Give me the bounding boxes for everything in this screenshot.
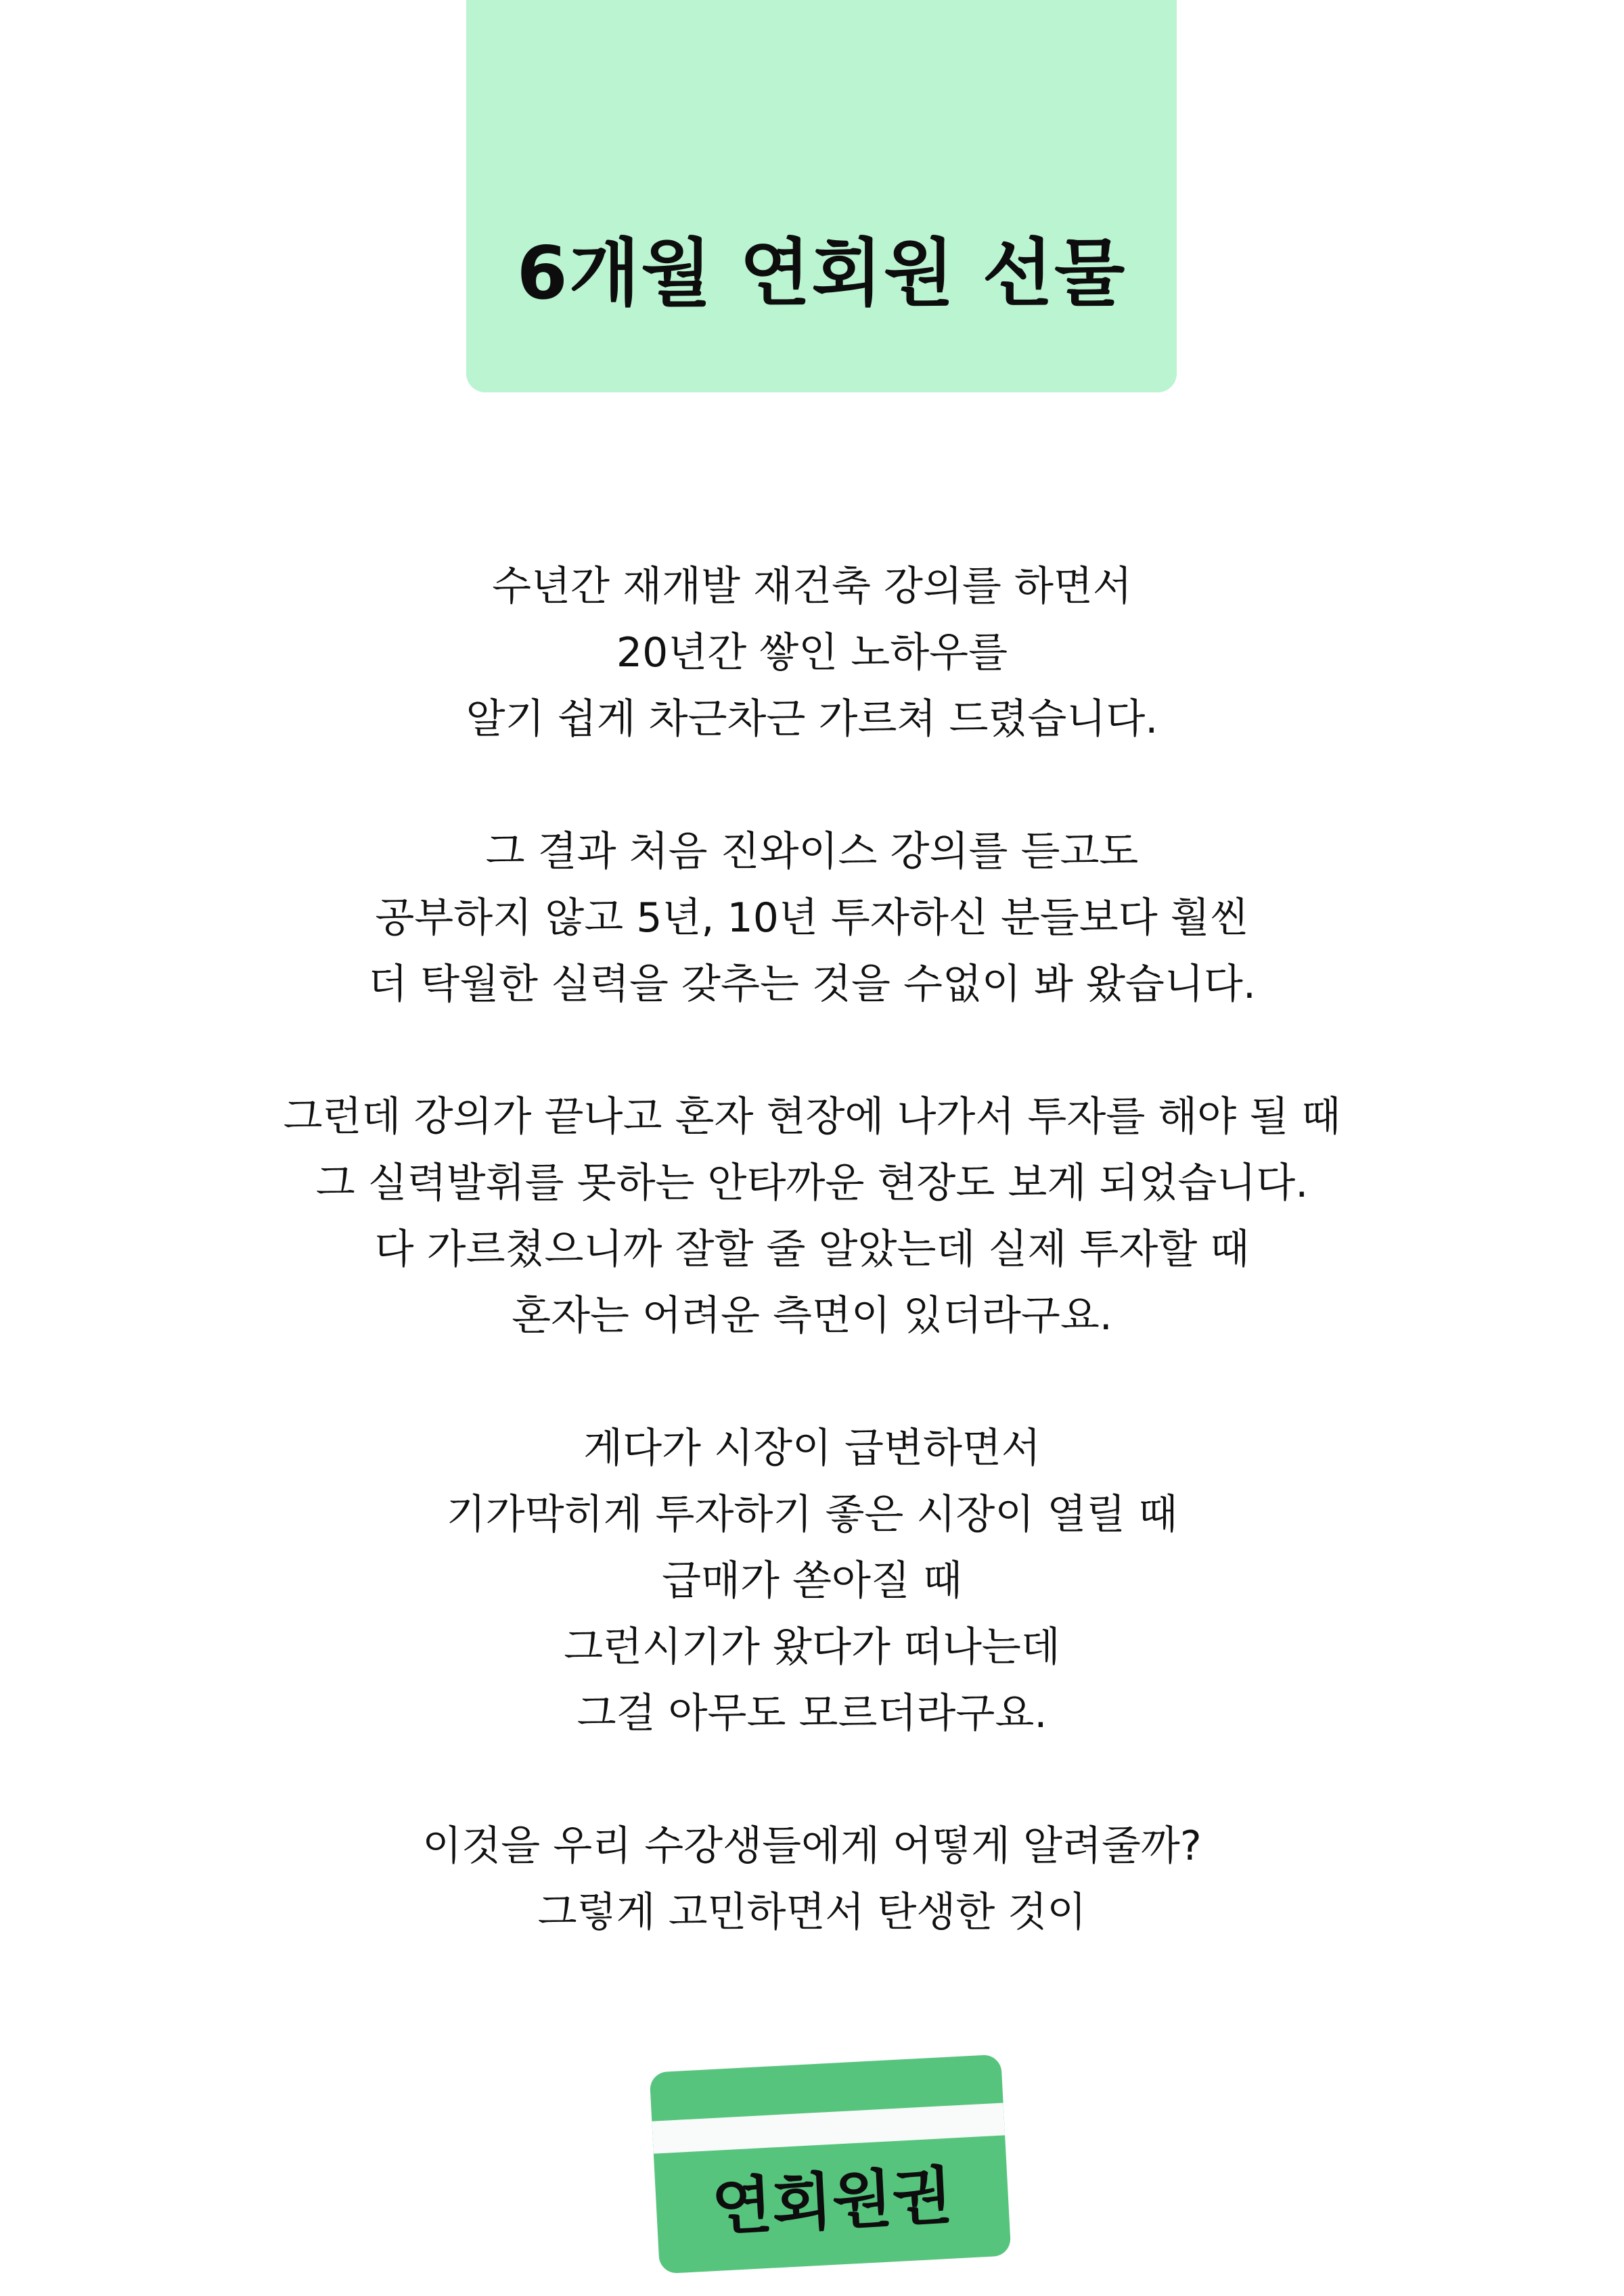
text-line: 알기 쉽게 차근차근 가르쳐 드렸습니다. (466, 695, 1158, 743)
page-title: 6개월 연회원 선물 (516, 231, 1127, 316)
title-banner (466, 0, 1177, 392)
paragraph-1 (135, 553, 1489, 752)
text-line: 그 결과 처음 진와이스 강의를 듣고도 (485, 828, 1139, 875)
text-line: 공부하지 않고 5년, 10년 투자하신 분들보다 훨씬 (375, 894, 1249, 942)
paragraph-5 (135, 1813, 1489, 1946)
paragraph-4 (135, 1415, 1489, 1747)
paragraph-3 (135, 1084, 1489, 1349)
membership-ticket (650, 2054, 1012, 2274)
text-line: 다 가르쳤으니까 잘할 줄 알았는데 실제 투자할 때 (374, 1226, 1250, 1273)
text-line: 혼자는 어려운 측면이 있더라구요. (512, 1292, 1112, 1339)
text-line: 게다가 시장이 급변하면서 (583, 1425, 1041, 1472)
text-line: 그걸 아무도 모르더라구요. (577, 1690, 1047, 1737)
text-line: 20년간 쌓인 노하우를 (616, 629, 1008, 676)
text-line: 수년간 재개발 재건축 강의를 하면서 (492, 563, 1132, 610)
ticket-label: 연회원권 (710, 2159, 955, 2245)
text-line: 기가막히게 투자하기 좋은 시장이 열릴 때 (446, 1491, 1178, 1538)
text-line: 더 탁월한 실력을 갖추는 것을 수없이 봐 왔습니다. (368, 961, 1256, 1008)
text-line: 그렇게 고민하면서 탄생한 것이 (537, 1889, 1087, 1936)
text-line: 그런데 강의가 끝나고 혼자 현장에 나가서 투자를 해야 될 때 (283, 1093, 1341, 1141)
body-text (135, 553, 1489, 2012)
ticket-stripe (652, 2103, 1005, 2153)
text-line: 이것을 우리 수강생들에게 어떻게 알려줄까? (422, 1822, 1202, 1870)
text-line: 그 실력발휘를 못하는 안타까운 현장도 보게 되었습니다. (315, 1160, 1309, 1207)
text-line: 그런시기가 왔다가 떠나는데 (564, 1624, 1060, 1671)
paragraph-2 (135, 819, 1489, 1017)
text-line: 급매가 쏟아질 때 (662, 1557, 962, 1605)
